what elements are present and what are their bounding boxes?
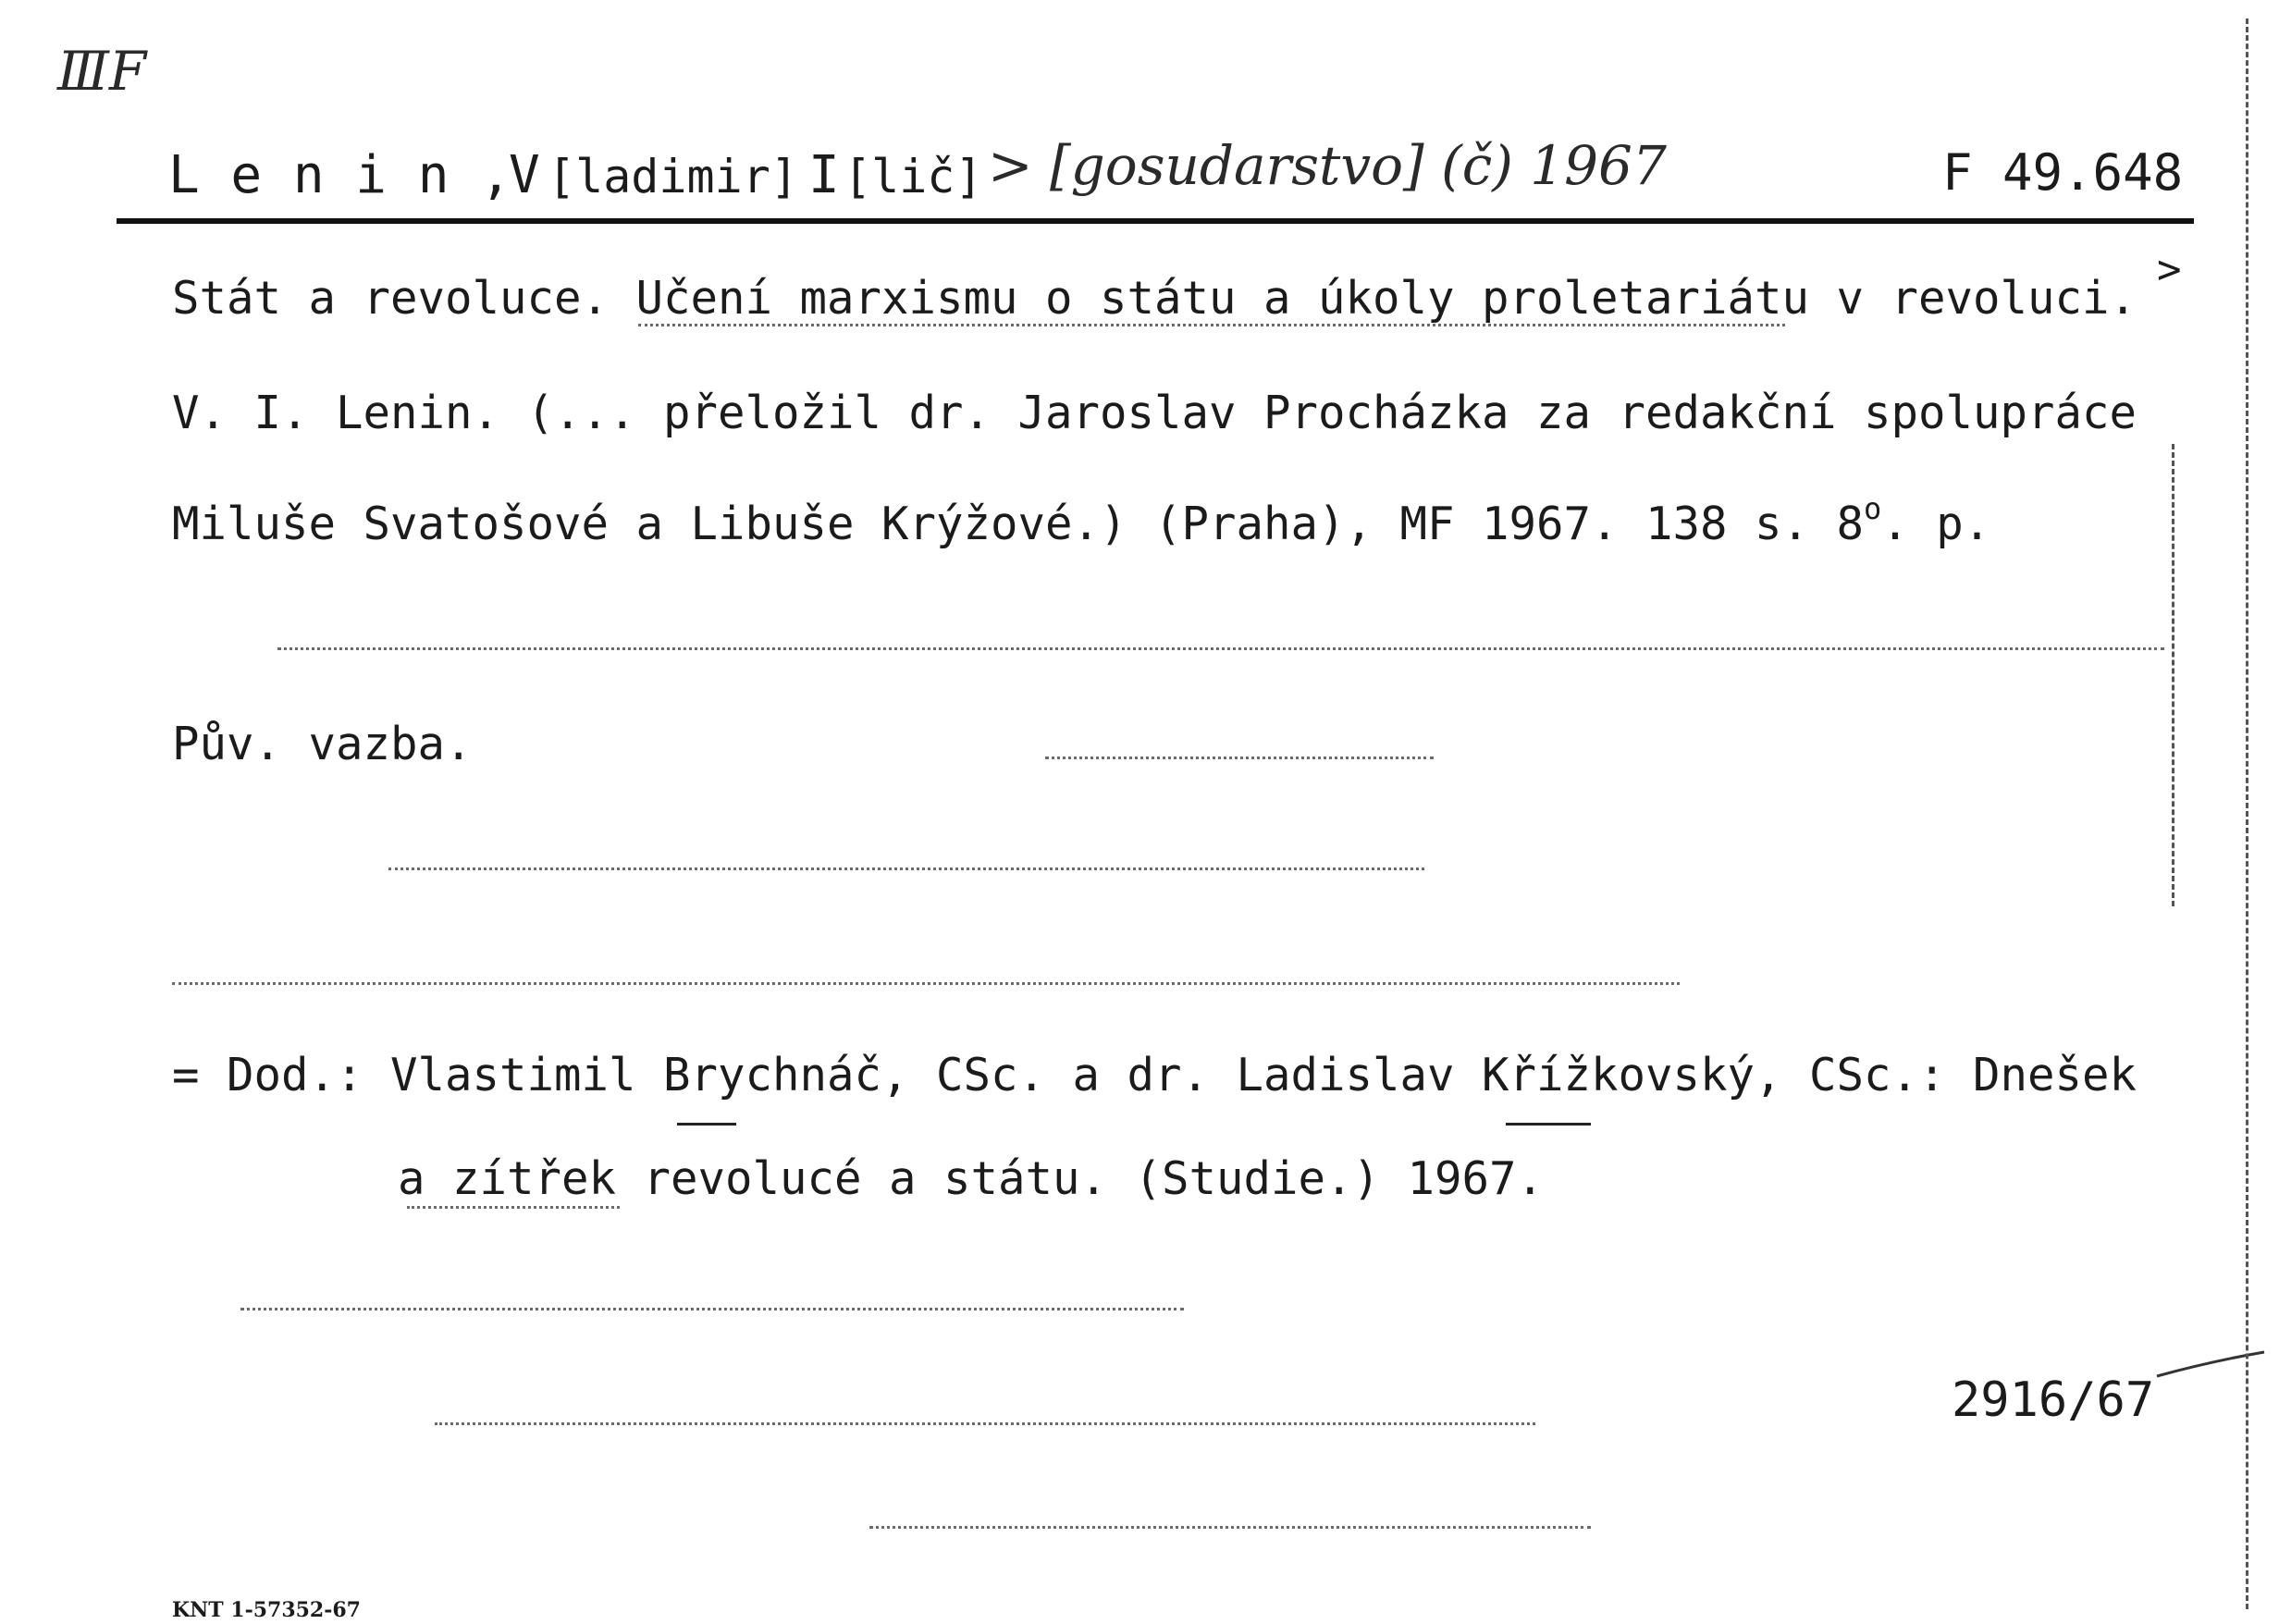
title-line-2: V. I. Lenin. (... přeložil dr. Jaroslav Procházka za redakční spolupráce <box>172 387 2137 439</box>
title-line-3-text: Miluše Svatošové a Libuše Krýžové.) (Praha), MF 1967. 138 s. 8 <box>172 498 1865 550</box>
title-line-3-end: . p. <box>1881 498 1991 550</box>
heading-given-initial-2: I <box>808 145 840 205</box>
accession-number: 2916/67 <box>1952 1372 2155 1428</box>
dot-row-6 <box>435 1422 1535 1425</box>
heading-given-name-2: [lič] <box>844 150 983 203</box>
heading-author: L e n i n , <box>168 145 511 205</box>
heading-rule <box>117 218 2194 224</box>
underline-dots-1 <box>638 324 1785 326</box>
dash-mark-1 <box>677 1123 736 1126</box>
dash-mark-2 <box>1506 1123 1591 1126</box>
dot-row-7 <box>869 1526 1591 1529</box>
dot-row-1 <box>277 647 2164 650</box>
binding-note: Pův. vazba. <box>172 718 473 770</box>
dod-line-1: = Dod.: Vlastimil Brychnáč, CSc. a dr. Ladislav Křížkovský, CSc.: Dnešek <box>172 1049 2137 1101</box>
dod-line-2: a zítřek revolucé a státu. (Studie.) 1967. <box>398 1152 1545 1205</box>
dot-row-5 <box>240 1308 1184 1310</box>
heading-given-name-1: [ladimir] <box>548 150 798 203</box>
handwritten-uniform-title: > [gosudarstvo] (č) 1967 <box>988 134 1667 197</box>
dot-row-3 <box>388 867 1424 870</box>
right-inner-margin <box>2172 444 2174 906</box>
title-line-3-degree: o <box>1864 491 1882 526</box>
underline-dots-2 <box>407 1206 620 1209</box>
shelfmark: F 49.648 <box>1942 143 2184 202</box>
right-edge-margin <box>2246 18 2248 1609</box>
pencil-stroke <box>2155 1341 2266 1396</box>
heading-given-initial-1: V <box>509 145 540 205</box>
corner-mark: ⅢF <box>57 40 147 103</box>
title-line-1: Stát a revoluce. Učení marxismu o státu a úkoly proletariátu v revoluci. <box>172 272 2137 325</box>
title-line-3 <box>172 491 1991 550</box>
title-line-1-mark: > <box>2157 246 2182 293</box>
dot-row-4 <box>172 982 1680 985</box>
printer-code: KNT 1-57352-67 <box>172 1598 361 1622</box>
dot-row-2 <box>1045 757 1434 759</box>
